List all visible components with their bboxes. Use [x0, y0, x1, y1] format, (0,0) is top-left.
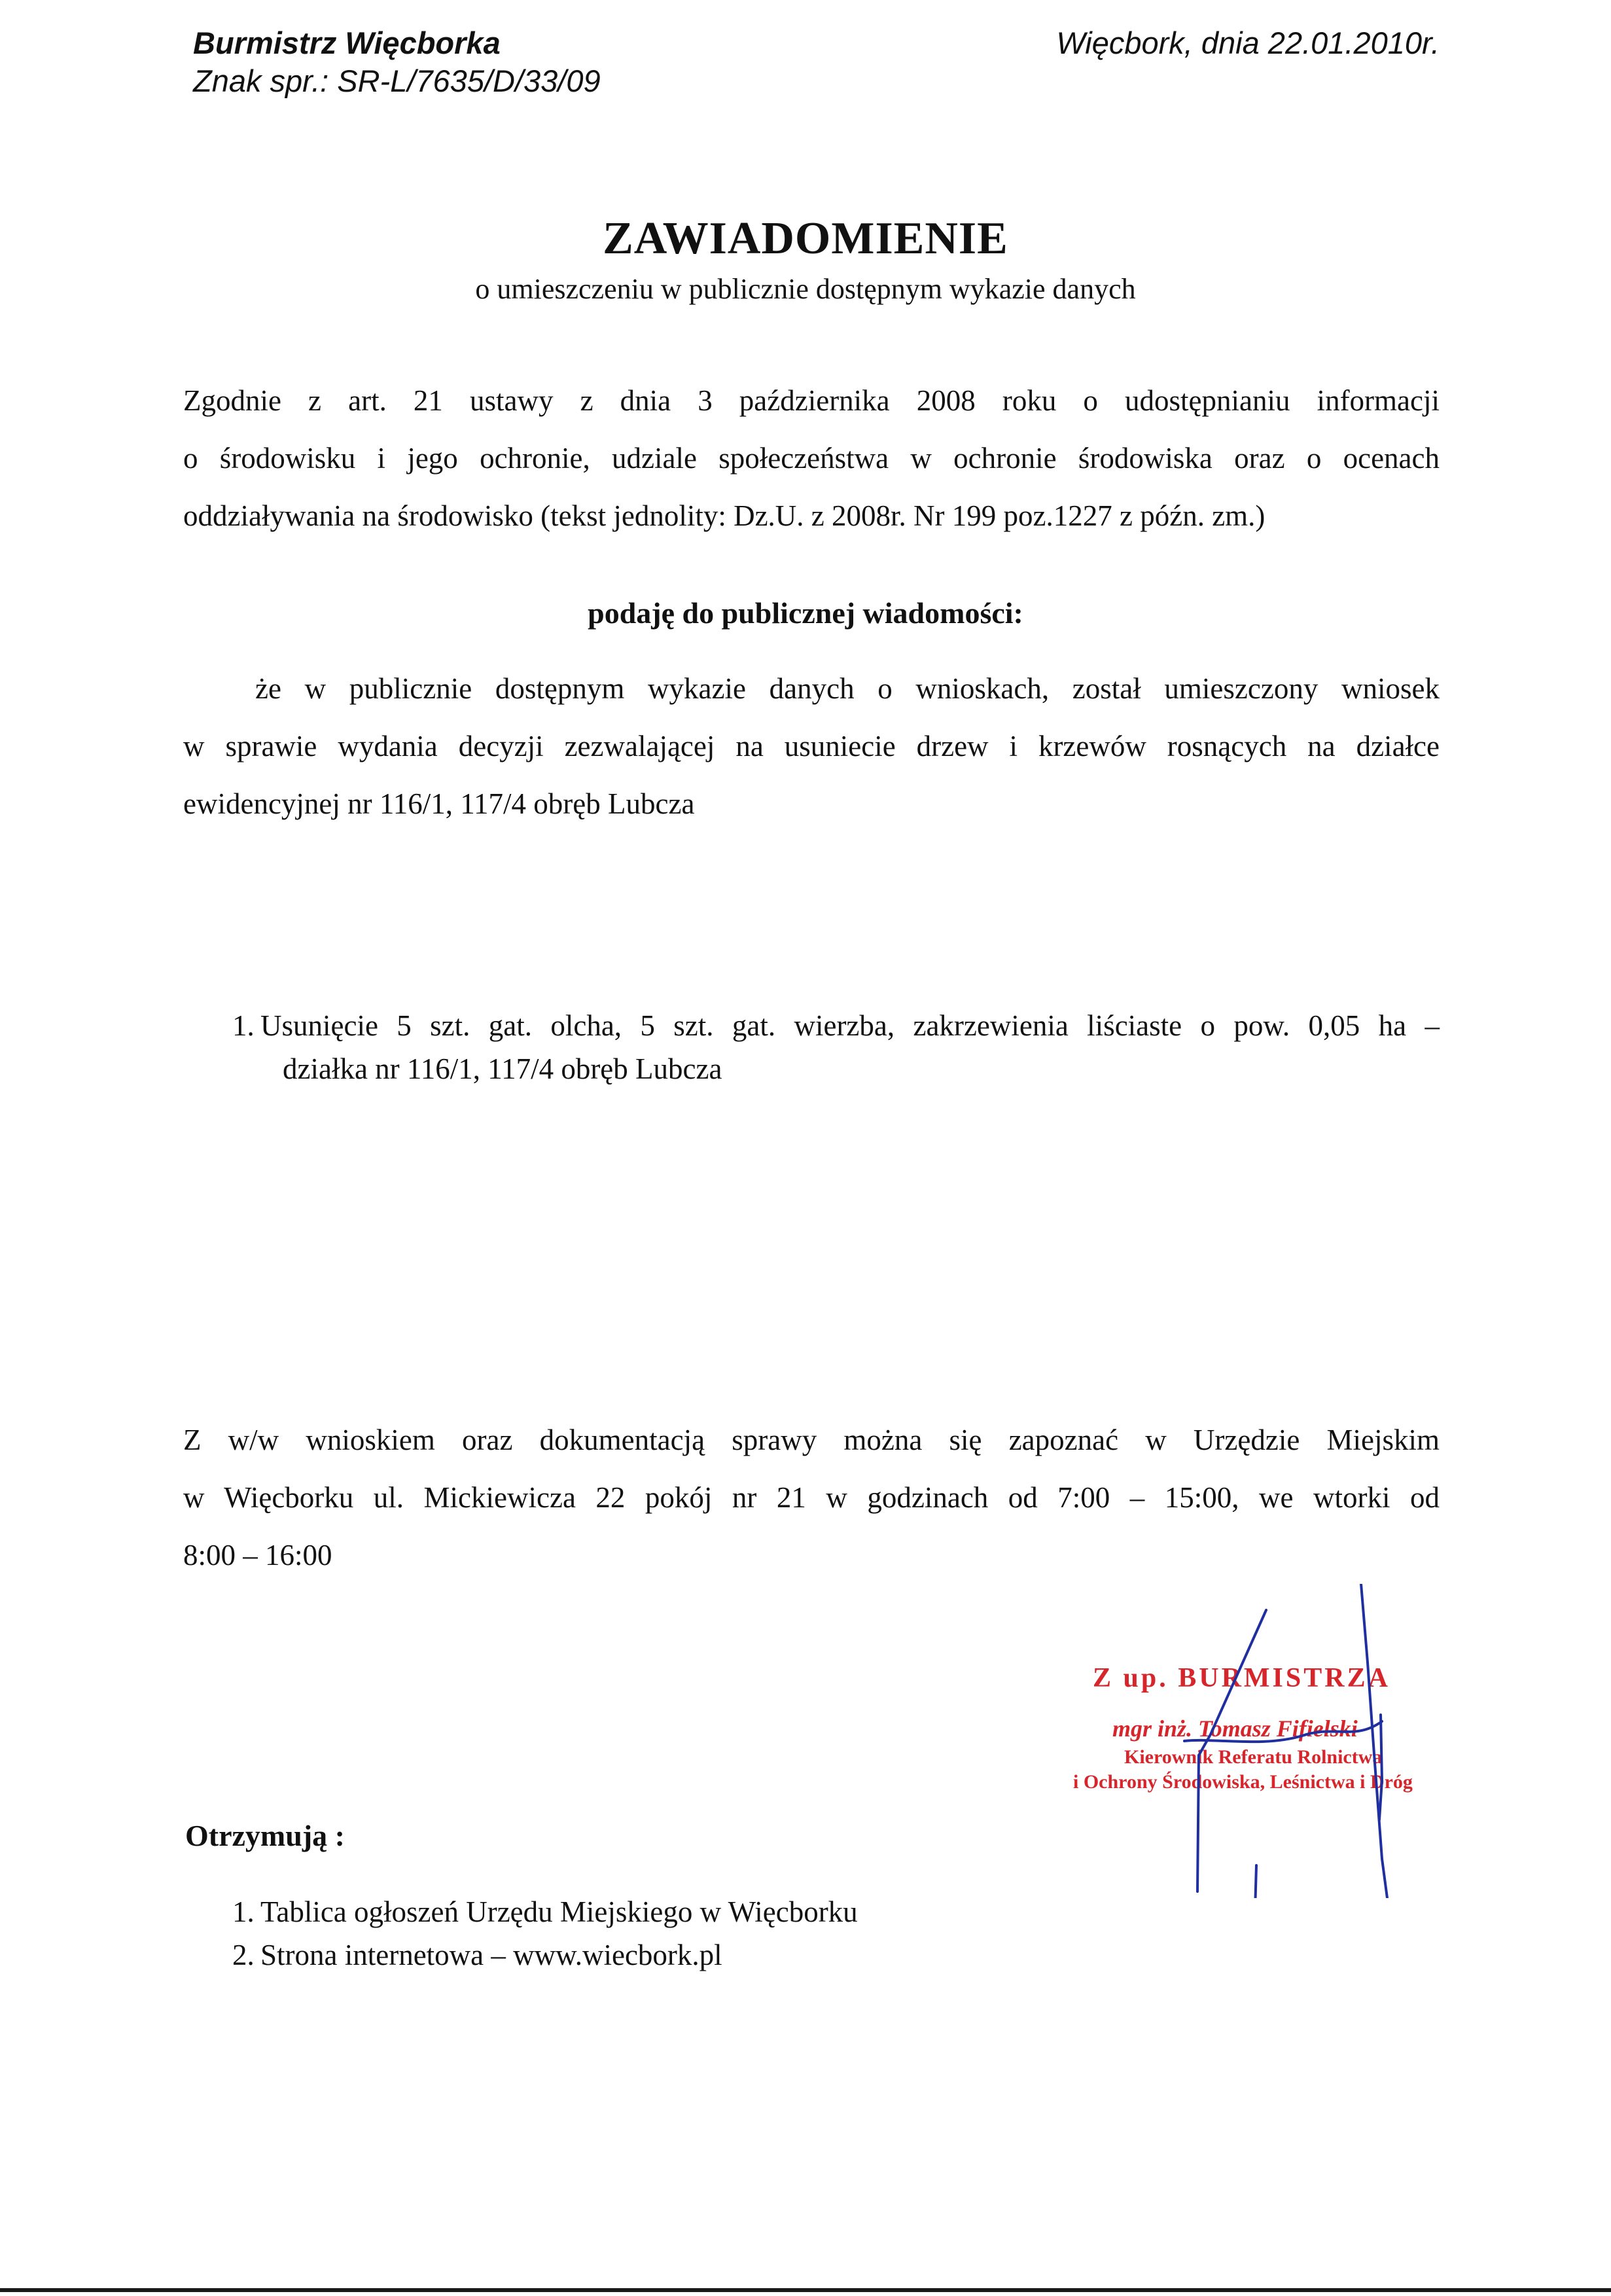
- issuer-name: Burmistrz Więcborka: [193, 26, 501, 60]
- recipient-number: 2.: [232, 1939, 255, 1971]
- body-paragraph: [183, 660, 1440, 833]
- stamp-title: Z up. BURMISTRZA: [1093, 1663, 1390, 1693]
- intro-paragraph: [183, 372, 1440, 545]
- place-and-date: Więcbork, dnia 22.01.2010r.: [1056, 26, 1440, 60]
- info-line: w Więcborku ul. Mickiewicza 22 pokój nr 21 w godzinach od 7:00 – 15:00, we wtorki od: [183, 1481, 1440, 1514]
- stamp-position-1: Kierownik Referatu Rolnictwa: [1124, 1746, 1383, 1768]
- body-line: że w publicznie dostępnym wykazie danych o wnioskach, został umieszczony wniosek: [255, 672, 1440, 705]
- stamp-name: mgr inż. Tomasz Fifielski: [1112, 1715, 1358, 1742]
- handwritten-signature: [1139, 1584, 1479, 1898]
- list-item-text: Usunięcie 5 szt. gat. olcha, 5 szt. gat. wierzba, zakrzewienia liściaste o pow. 0,05 ha –: [260, 1009, 1440, 1042]
- body-line: ewidencyjnej nr 116/1, 117/4 obręb Lubcza: [183, 787, 695, 820]
- stamp-position-2: i Ochrony Środowiska, Leśnictwa i Dróg: [1073, 1771, 1413, 1793]
- info-line: 8:00 – 16:00: [183, 1539, 332, 1571]
- document-subtitle: o umieszczeniu w publicznie dostępnym wykazie danych: [475, 273, 1136, 305]
- intro-line: oddziaływania na środowisko (tekst jednolity: Dz.U. z 2008r. Nr 199 poz.1227 z późn. zm.): [183, 499, 1266, 532]
- intro-line: Zgodnie z art. 21 ustawy z dnia 3 października 2008 roku o udostępnianiu informacji: [183, 384, 1440, 417]
- recipients-heading: Otrzymują :: [185, 1819, 345, 1852]
- case-reference: Znak spr.: SR-L/7635/D/33/09: [193, 63, 601, 98]
- list-item-text-cont: działka nr 116/1, 117/4 obręb Lubcza: [283, 1052, 722, 1085]
- recipient-item: Strona internetowa – www.wiecbork.pl: [260, 1939, 722, 1971]
- page-bottom-edge: [0, 2288, 1611, 2292]
- info-line: Z w/w wnioskiem oraz dokumentacją sprawy można się zapoznać w Urzędzie Miejskim: [183, 1424, 1440, 1456]
- recipient-item: Tablica ogłoszeń Urzędu Miejskiego w Więcborku: [260, 1895, 858, 1928]
- body-line: w sprawie wydania decyzji zezwalającej na usuniecie drzew i krzewów rosnących na działce: [183, 730, 1440, 762]
- list-item-number: 1.: [232, 1009, 255, 1042]
- announcement-heading: podaję do publicznej wiadomości:: [588, 596, 1023, 630]
- info-paragraph: [183, 1411, 1440, 1584]
- intro-line: o środowisku i jego ochronie, udziale społeczeństwa w ochronie środowiska oraz o ocenach: [183, 442, 1440, 475]
- document-title: ZAWIADOMIENIE: [603, 213, 1008, 264]
- recipient-number: 1.: [232, 1895, 255, 1928]
